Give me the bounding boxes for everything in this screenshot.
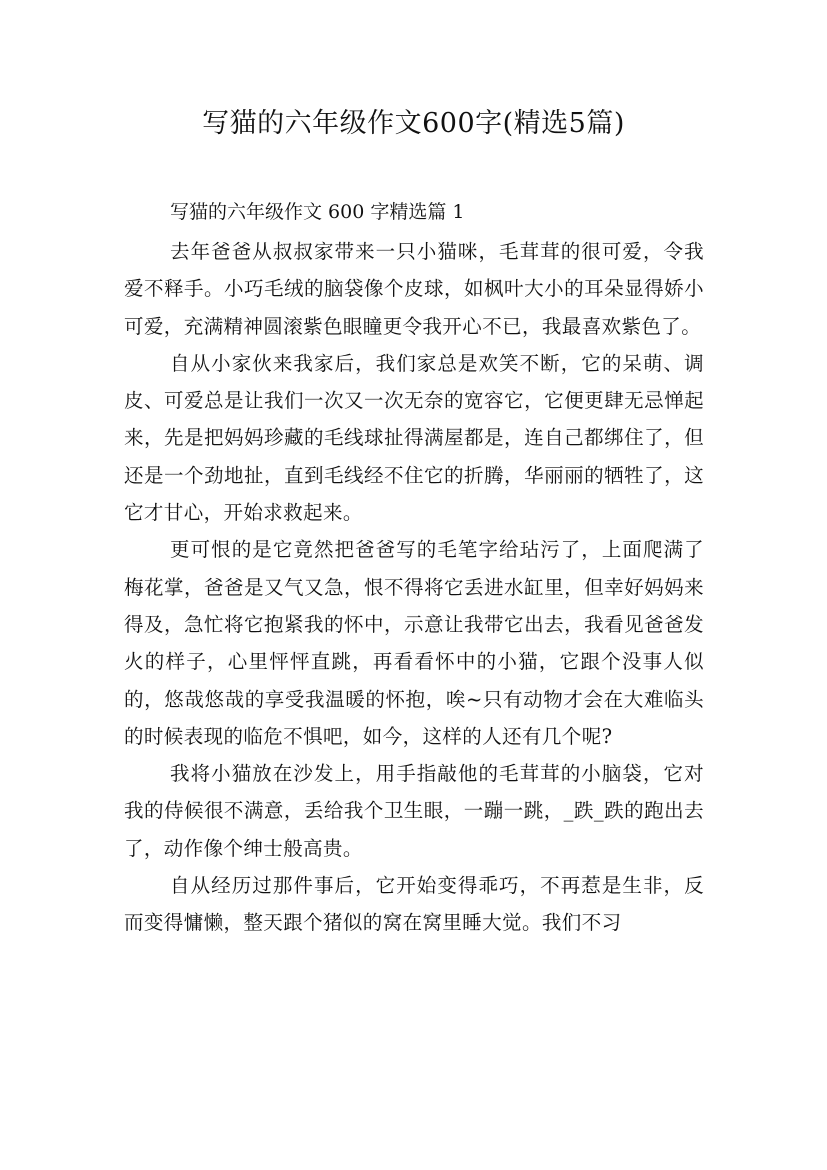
paragraph-4: 我将小猫放在沙发上，用手指敲他的毛茸茸的小脑袋，它对我的侍候很不满意，丢给我个卫生眼，一蹦一跳，_跌_跌的跑出去了，动作像个绅士般高贵。 <box>124 762 704 860</box>
paragraph-1: 去年爸爸从叔叔家带来一只小猫咪，毛茸茸的很可爱，令我爱不释手。小巧毛绒的脑袋像个皮球，如枫叶大小的耳朵显得娇小可爱，充满精神圆滚紫色眼瞳更令我开心不已，我最喜欢紫色了。 <box>124 240 704 338</box>
article-body <box>124 233 704 942</box>
document-title: 写猫的六年级作文600字(精选5篇) <box>202 108 625 139</box>
paragraph-3: 更可恨的是它竟然把爸爸写的毛笔字给玷污了，上面爬满了梅花掌，爸爸是又气又急，恨不得将它丢进水缸里，但幸好妈妈来得及，急忙将它抱紧我的怀中，示意让我带它出去，我看见爸爸发火的样子，心里怦怦直跳，再看看怀中的小猫，它跟个没事人似的，悠哉悠哉的享受我温暖的怀抱，唉~只有动物才会在大难临头的时候表现的临危不惧吧，如今，这样的人还有几个呢? <box>124 538 704 748</box>
section-heading: 写猫的六年级作文 600 字精选篇 1 <box>170 201 465 223</box>
paragraph-2: 自从小家伙来我家后，我们家总是欢笑不断，它的呆萌、调皮、可爱总是让我们一次又一次无奈的宽容它，它便更肆无忌惮起来，先是把妈妈珍藏的毛线球扯得满屋都是，连自己都绑住了，但还是一个劲地扯，直到毛线经不住它的折腾，华丽丽的牺牲了，这它才甘心，开始求救起来。 <box>124 351 704 525</box>
paragraph-5: 自从经历过那件事后，它开始变得乖巧，不再惹是生非，反而变得慵懒，整天跟个猪似的窝在窝里睡大觉。我们不习 <box>124 874 704 935</box>
